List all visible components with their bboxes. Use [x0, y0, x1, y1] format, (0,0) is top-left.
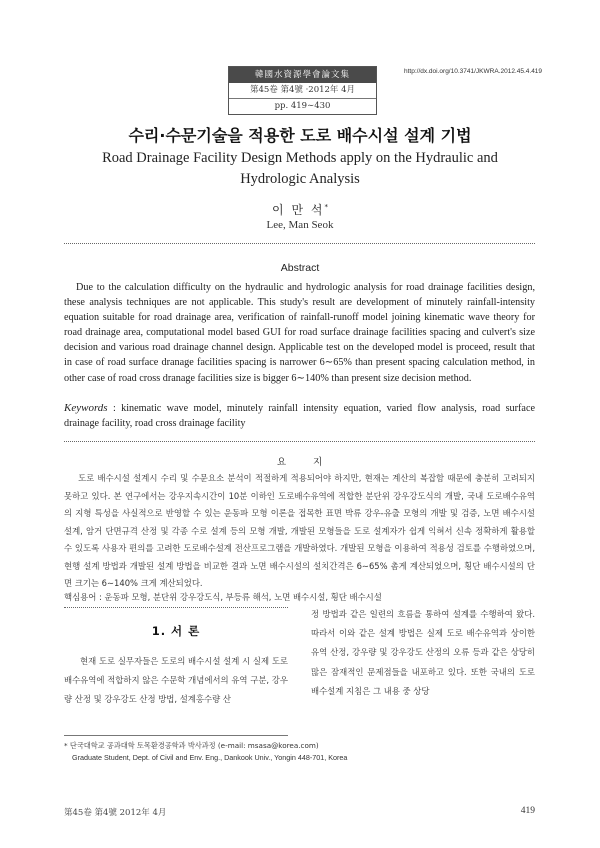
page-number: 419 — [520, 806, 535, 816]
footnote-rule — [64, 735, 288, 736]
korean-abstract-heading: 요 지 — [276, 457, 324, 468]
divider — [64, 607, 288, 608]
divider — [64, 441, 535, 442]
journal-name: 韓國水資源學會論文集 — [229, 67, 376, 83]
abstract-heading: Abstract — [280, 262, 320, 274]
author-korean — [0, 201, 600, 218]
doi-link[interactable]: http://dx.doi.org/10.3741/JKWRA.2012.45.4.419 — [404, 68, 543, 75]
body-text-left-column: 현재 도로 실무자들은 도로의 배수시설 설계 시 실제 도로 배수유역에 적합하지 않은 수문학 개념에서의 유역 구분, 강우량 산정 및 강우강도 산정 방법, 설계홍수량 산 — [64, 656, 288, 704]
author-footnote-marker: * — [324, 203, 328, 211]
journal-volume: 第45卷 第4號 ·2012年 4月 — [229, 83, 376, 99]
divider — [64, 243, 535, 244]
korean-keywords-list: 운동파 모형, 분단위 강우강도식, 부등류 해석, 노면 배수시설, 횡단 배수시설 — [104, 592, 382, 602]
korean-keywords — [64, 591, 535, 603]
title-korean: 수리·수문기술을 적용한 도로 배수시설 설계 기법 — [128, 126, 472, 145]
section-heading: 1. 서 론 — [151, 624, 201, 638]
journal-info-box — [228, 66, 377, 115]
journal-pages: pp. 419∼430 — [274, 101, 331, 111]
abstract-body: Due to the calculation difficulty on the hydraulic and hydrologic analysis for road drainage facilities design, these analysis techniques are not applicable. This study's result are development of minutely rainfall-intensity equation suitable for road drainage area, verification of rainfall-runoff model joining kinematic wave theory for road drainage area, computational model based GUI for road surface drainage facilities spacing and culvert's size decision and various road drainage channel design. Applicable test on the developed model is proceed, result that in case of road surface dranage facilities spacing is narrower 6∼65% than present spacing calculation method, in other case of road cross dranage facilities size is bigger 6∼140% than present size decision method. — [64, 282, 535, 384]
footnote-affiliation-english: Graduate Student, Dept. of Civil and Env. Eng., Dankook Univ., Yongin 448-701, Korea — [72, 753, 348, 762]
author-english: Lee, Man Seok — [266, 219, 334, 231]
footer-issue: 第45卷 第4號 2012年 4月 — [64, 808, 167, 818]
body-text-right-column: 정 방법과 같은 일련의 흐름을 통하여 설계를 수행하여 왔다. 따라서 이와 같은 설계 방법은 실제 도로 배수유역과 상이한 유역 산정, 강우량 및 강우강도 산정의 오류 등과 같은 상당히 많은 잠재적인 문제점들을 내포하고 있다. 또한 국내의 도로 배수설계 지침은 그 내용 중 상당 — [311, 609, 535, 696]
keywords-label: Keywords — [64, 402, 108, 414]
title-english: Road Drainage Facility Design Methods apply on the Hydraulic and Hydrologic Analysis — [102, 150, 498, 187]
keywords-list: : kinematic wave model, minutely rainfall intensity equation, varied flow analysis, road surface drainage facility, road cross drainage facility — [64, 403, 535, 430]
footnote-affiliation-korean: * 단국대학교 공과대학 토목환경공학과 박사과정 (e-mail: msasa@korea.com) — [64, 741, 319, 750]
author-name-korean: 이 만 석 — [272, 203, 325, 217]
korean-keywords-label: 핵심용어 : — [64, 592, 102, 602]
abstract-keywords — [64, 401, 535, 431]
korean-abstract-body: 도로 배수시설 설계시 수리 및 수문요소 분석이 적절하게 적용되어야 하지만, 현재는 계산의 복잡함 때문에 충분히 고려되지 못하고 있다. 본 연구에서는 강우지속시간이 10분 이하인 도로배수유역에 적합한 분단위 강우강도식의 개발, 국내 도로배수유역의 지형 특성을 사실적으로 반영할 수 있는 운동파 모형 이론을 접목한 표면 박류 강우-유출 모형의 개발 및 검증, 노면 배수시설 설계, 암거 단면규격 산정 및 각종 수로 설계 등의 모형 개발, 개발된 모형들을 도로 설계자가 쉽게 익혀서 신속 정확하게 활용할 수 있도록 사용자 편의를 고려한 도로배수설계 전산프로그램을 개발하였다. 개발된 모형을 이용하여 적용성 검토를 수행하였으며, 현행 설계 방법과 개발된 설계 방법을 비교한 결과 노면 배수시설의 설치간격은 6∼65% 촘게 계산되었으며, 횡단 배수시설의 단면 크기는 6∼140% 크게 계산되었다. — [64, 473, 535, 588]
